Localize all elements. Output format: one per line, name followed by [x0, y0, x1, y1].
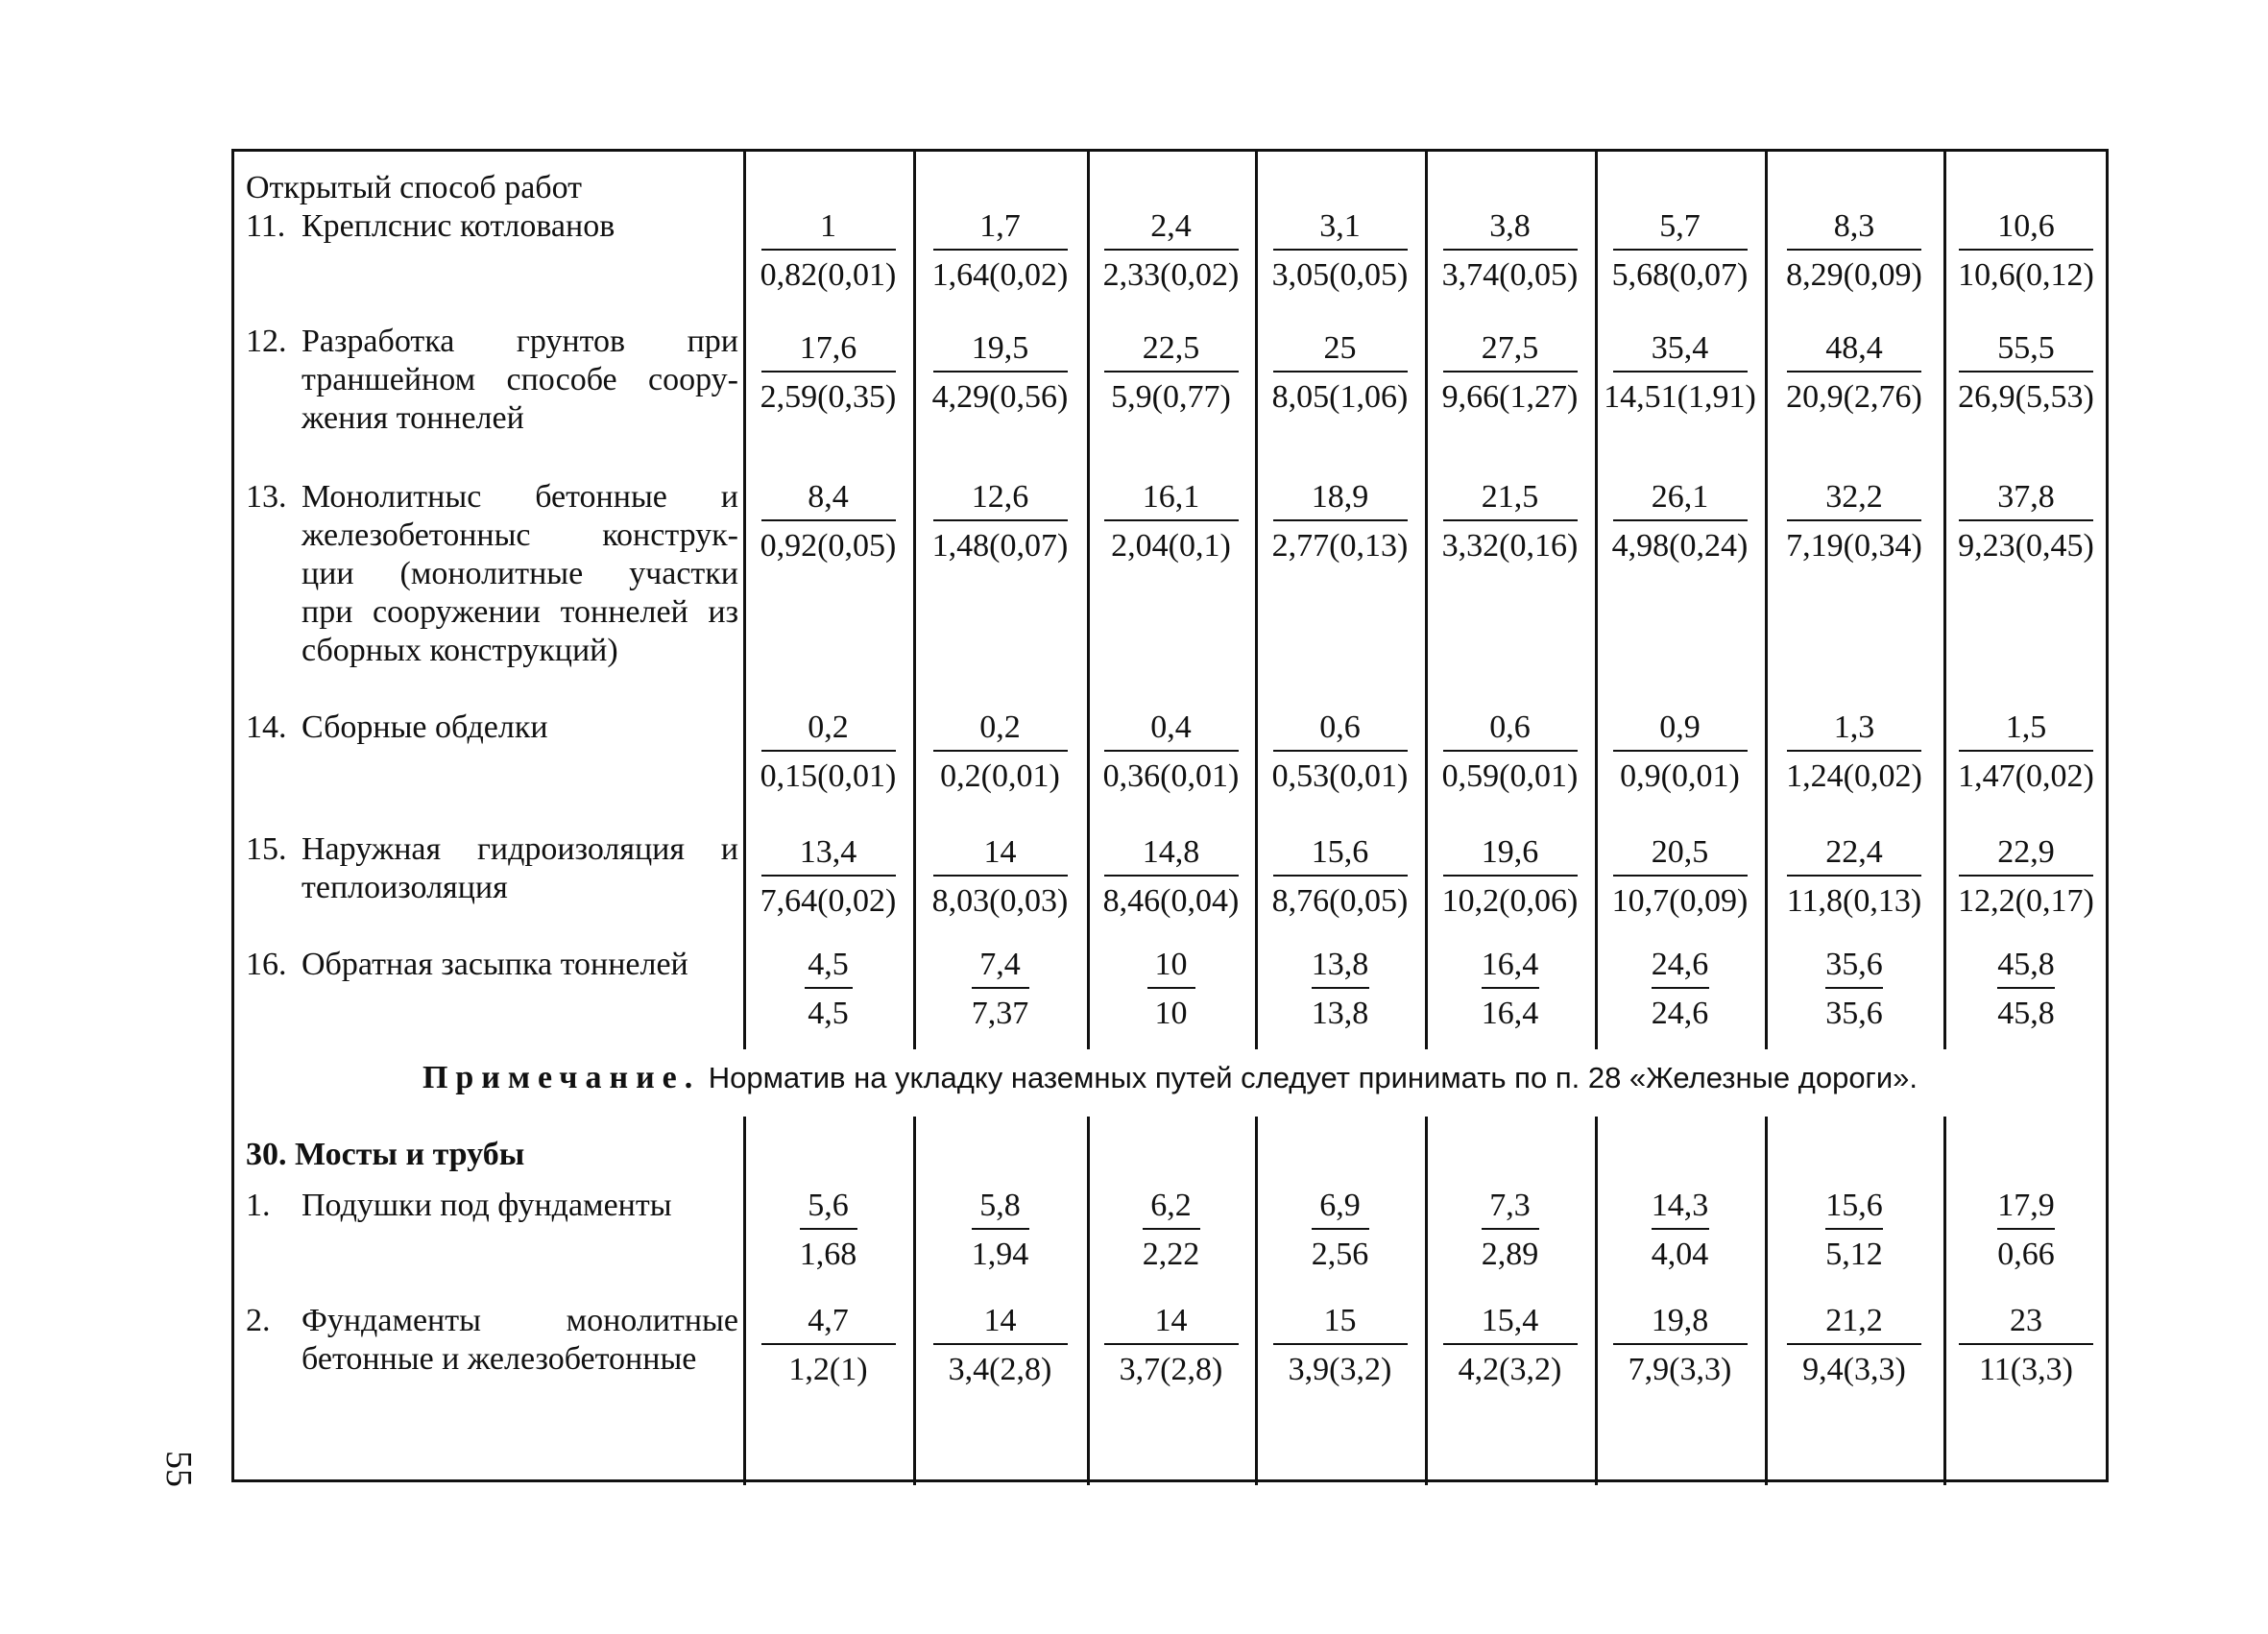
row-label-line: Креплснис котлованов [302, 208, 615, 244]
value-fraction [1943, 207, 2109, 295]
value-denominator: 8,05(1,06) [1271, 379, 1409, 415]
fraction-bar [761, 1343, 896, 1345]
value-fraction [743, 1187, 913, 1274]
value-numerator: 15,6 [1825, 1188, 1883, 1223]
value-numerator: 14 [983, 834, 1017, 870]
value-numerator: 13,8 [1311, 947, 1369, 982]
value-fraction [743, 833, 913, 921]
value-denominator: 0,15(0,01) [760, 758, 897, 794]
fraction-bar [1273, 519, 1408, 521]
value-numerator: 14 [1154, 1303, 1188, 1338]
value-fraction [1765, 1187, 1943, 1274]
row-label-line: сборных конструкций) [302, 633, 618, 668]
value-denominator: 16,4 [1481, 996, 1539, 1031]
value-denominator: 3,7(2,8) [1119, 1352, 1223, 1387]
value-fraction [913, 709, 1087, 796]
value-denominator: 7,9(3,3) [1628, 1352, 1732, 1387]
value-fraction [913, 833, 1087, 921]
value-fraction [1255, 478, 1425, 565]
value-fraction [1425, 709, 1595, 796]
value-numerator: 3,1 [1319, 208, 1361, 244]
value-fraction [1595, 1187, 1765, 1274]
value-fraction [1595, 329, 1765, 417]
fraction-bar [761, 519, 896, 521]
value-denominator: 7,37 [971, 996, 1029, 1031]
section-heading-bridges: 30. Мосты и трубы [246, 1137, 525, 1172]
value-numerator: 16,1 [1142, 479, 1200, 515]
value-fraction [913, 478, 1087, 565]
value-denominator: 5,12 [1825, 1237, 1883, 1272]
row-label-line: Обратная засыпка тоннелей [302, 947, 688, 982]
fraction-bar [1825, 1228, 1883, 1230]
value-numerator: 0,2 [979, 709, 1021, 745]
value-numerator: 0,4 [1150, 709, 1192, 745]
value-denominator: 1,47(0,02) [1958, 758, 2094, 794]
value-denominator: 10,2(0,06) [1441, 883, 1579, 919]
value-fraction [1255, 1302, 1425, 1389]
fraction-bar [1959, 249, 2093, 251]
value-fraction [1425, 833, 1595, 921]
value-numerator: 27,5 [1481, 330, 1539, 366]
value-numerator: 23 [2010, 1303, 2042, 1338]
value-denominator: 1,2(1) [788, 1352, 868, 1387]
fraction-bar [1443, 519, 1578, 521]
value-fraction [1943, 329, 2109, 417]
value-fraction [1595, 478, 1765, 565]
value-numerator: 4,5 [808, 947, 849, 982]
value-denominator: 7,19(0,34) [1786, 528, 1922, 564]
value-denominator: 4,5 [808, 996, 849, 1031]
fraction-bar [1652, 987, 1709, 989]
row-number: 13. [246, 479, 287, 515]
value-fraction [1765, 709, 1943, 796]
fraction-bar [1443, 1343, 1578, 1345]
value-fraction [1765, 207, 1943, 295]
fraction-bar [933, 750, 1068, 752]
value-numerator: 45,8 [1997, 947, 2055, 982]
value-fraction [1087, 709, 1255, 796]
value-denominator: 5,9(0,77) [1111, 379, 1231, 415]
value-fraction [1595, 833, 1765, 921]
fraction-bar [1613, 519, 1748, 521]
fraction-bar [1443, 750, 1578, 752]
value-fraction [743, 207, 913, 295]
value-numerator: 0,6 [1489, 709, 1531, 745]
value-fraction [1425, 946, 1595, 1033]
norms-table [231, 149, 2109, 1482]
row-number: 2. [246, 1303, 271, 1338]
value-fraction [1595, 709, 1765, 796]
value-numerator: 0,6 [1319, 709, 1361, 745]
fraction-bar [1613, 875, 1748, 877]
value-fraction [1255, 833, 1425, 921]
fraction-bar [1443, 875, 1578, 877]
value-denominator: 3,74(0,05) [1441, 257, 1579, 293]
value-denominator: 4,2(3,2) [1458, 1352, 1562, 1387]
value-fraction [1255, 709, 1425, 796]
value-denominator: 10 [1154, 996, 1188, 1031]
value-denominator: 45,8 [1997, 996, 2055, 1031]
value-fraction [1595, 946, 1765, 1033]
value-denominator: 1,48(0,07) [931, 528, 1069, 564]
value-numerator: 17,6 [799, 330, 857, 366]
value-numerator: 1,3 [1833, 709, 1875, 745]
fraction-bar [1959, 750, 2093, 752]
fraction-bar [1959, 875, 2093, 877]
fraction-bar [933, 519, 1068, 521]
value-denominator: 2,59(0,35) [760, 379, 897, 415]
value-denominator: 1,24(0,02) [1786, 758, 1922, 794]
value-fraction [1255, 329, 1425, 417]
value-fraction [913, 946, 1087, 1033]
value-denominator: 9,66(1,27) [1441, 379, 1579, 415]
row-label-line: при сооружении тоннелей из [302, 594, 738, 630]
value-denominator: 2,77(0,13) [1271, 528, 1409, 564]
row-label-line: Подушки под фундаменты [302, 1188, 672, 1223]
value-denominator: 3,32(0,16) [1441, 528, 1579, 564]
fraction-bar [1787, 249, 1921, 251]
fraction-bar [1482, 987, 1539, 989]
column-divider [1943, 1117, 1946, 1485]
value-denominator: 0,82(0,01) [760, 257, 897, 293]
value-fraction [1255, 207, 1425, 295]
value-fraction [1943, 833, 2109, 921]
value-numerator: 16,4 [1481, 947, 1539, 982]
fraction-bar [761, 371, 896, 372]
fraction-bar [1482, 1228, 1539, 1230]
fraction-bar [1959, 1343, 2093, 1345]
value-denominator: 11(3,3) [1979, 1352, 2073, 1387]
fraction-bar [1959, 371, 2093, 372]
column-divider [1425, 1117, 1428, 1485]
value-fraction [1425, 1302, 1595, 1389]
fraction-bar [1613, 249, 1748, 251]
value-fraction [1425, 478, 1595, 565]
section-heading-open-works: Открытый способ работ [246, 170, 582, 205]
value-numerator: 4,7 [808, 1303, 849, 1338]
value-numerator: 6,9 [1319, 1188, 1361, 1223]
fraction-bar [1104, 249, 1239, 251]
value-denominator: 11,8(0,13) [1786, 883, 1922, 919]
value-numerator: 12,6 [971, 479, 1029, 515]
value-numerator: 35,6 [1825, 947, 1883, 982]
value-denominator: 8,29(0,09) [1786, 257, 1922, 293]
row-number: 16. [246, 947, 287, 982]
value-fraction [1087, 833, 1255, 921]
value-fraction [913, 207, 1087, 295]
value-fraction [1087, 946, 1255, 1033]
fraction-bar [761, 750, 896, 752]
value-numerator: 21,2 [1825, 1303, 1883, 1338]
value-denominator: 2,33(0,02) [1102, 257, 1240, 293]
value-fraction [743, 329, 913, 417]
value-fraction [1087, 1302, 1255, 1389]
fraction-bar [1273, 875, 1408, 877]
fraction-bar [800, 1228, 857, 1230]
row-label-line: бетонные и железобетонные [302, 1341, 697, 1377]
value-denominator: 4,29(0,56) [931, 379, 1069, 415]
value-denominator: 2,56 [1311, 1237, 1369, 1272]
value-denominator: 4,04 [1651, 1237, 1709, 1272]
fraction-bar [1312, 1228, 1369, 1230]
fraction-bar [972, 987, 1029, 989]
value-numerator: 2,4 [1150, 208, 1192, 244]
fraction-bar [1997, 1228, 2055, 1230]
fraction-bar [1652, 1228, 1709, 1230]
value-denominator: 0,2(0,01) [940, 758, 1060, 794]
fraction-bar [972, 1228, 1029, 1230]
value-denominator: 0,59(0,01) [1441, 758, 1579, 794]
value-numerator: 10,6 [1997, 208, 2055, 244]
value-numerator: 26,1 [1651, 479, 1709, 515]
value-fraction [1087, 1187, 1255, 1274]
value-numerator: 7,3 [1489, 1188, 1531, 1223]
value-numerator: 1 [820, 208, 836, 244]
value-denominator: 0,92(0,05) [760, 528, 897, 564]
value-numerator: 19,8 [1651, 1303, 1709, 1338]
value-denominator: 10,7(0,09) [1611, 883, 1749, 919]
fraction-bar [1443, 371, 1578, 372]
value-denominator: 5,68(0,07) [1611, 257, 1749, 293]
page-number: 55 [158, 1451, 199, 1487]
fraction-bar [1959, 519, 2093, 521]
value-fraction [1425, 1187, 1595, 1274]
fraction-bar [1273, 750, 1408, 752]
value-numerator: 1,7 [979, 208, 1021, 244]
value-numerator: 22,5 [1142, 330, 1200, 366]
value-fraction [1943, 709, 2109, 796]
value-denominator: 1,68 [799, 1237, 857, 1272]
value-fraction [1425, 329, 1595, 417]
row-label-line: жения тоннелей [302, 400, 524, 436]
value-numerator: 15 [1323, 1303, 1357, 1338]
row-label-line: теплоизоляция [302, 870, 508, 905]
value-fraction [1765, 1302, 1943, 1389]
fraction-bar [1143, 1228, 1200, 1230]
value-fraction [743, 478, 913, 565]
value-numerator: 18,9 [1311, 479, 1369, 515]
value-denominator: 13,8 [1311, 996, 1369, 1031]
value-denominator: 0,36(0,01) [1102, 758, 1240, 794]
value-numerator: 5,8 [979, 1188, 1021, 1223]
value-numerator: 0,2 [808, 709, 849, 745]
fraction-bar [761, 875, 896, 877]
value-numerator: 1,5 [2005, 709, 2047, 745]
value-fraction [743, 709, 913, 796]
row-number: 12. [246, 324, 287, 359]
value-numerator: 17,9 [1997, 1188, 2055, 1223]
value-numerator: 22,4 [1825, 834, 1883, 870]
table-note [234, 1059, 2106, 1097]
fraction-bar [1613, 371, 1748, 372]
value-numerator: 8,4 [808, 479, 849, 515]
fraction-bar [1787, 519, 1921, 521]
value-fraction [1765, 946, 1943, 1033]
value-numerator: 37,8 [1997, 479, 2055, 515]
row-label-line: Разработка грунтов при [302, 324, 738, 359]
fraction-bar [1787, 1343, 1921, 1345]
fraction-bar [1273, 249, 1408, 251]
value-denominator: 26,9(5,53) [1958, 379, 2094, 415]
value-numerator: 24,6 [1651, 947, 1709, 982]
row-label-line: железобетонныс конструк- [302, 517, 738, 553]
value-fraction [1425, 207, 1595, 295]
value-numerator: 14 [983, 1303, 1017, 1338]
value-fraction [1595, 207, 1765, 295]
fraction-bar [933, 1343, 1068, 1345]
value-denominator: 0,53(0,01) [1271, 758, 1409, 794]
value-numerator: 14,3 [1651, 1188, 1709, 1223]
value-numerator: 5,6 [808, 1188, 849, 1223]
fraction-bar [1147, 987, 1195, 989]
value-fraction [1087, 478, 1255, 565]
value-denominator: 3,05(0,05) [1271, 257, 1409, 293]
fraction-bar [1787, 750, 1921, 752]
value-denominator: 0,66 [1997, 1237, 2055, 1272]
value-denominator: 1,94 [971, 1237, 1029, 1272]
note-label: Примечание. [422, 1060, 701, 1095]
value-numerator: 19,5 [971, 330, 1029, 366]
row-label-line: ции (монолитные участки [302, 556, 738, 591]
value-denominator: 2,04(0,1) [1111, 528, 1231, 564]
fraction-bar [1825, 987, 1883, 989]
value-denominator: 8,76(0,05) [1271, 883, 1409, 919]
value-denominator: 24,6 [1651, 996, 1709, 1031]
value-numerator: 15,6 [1311, 834, 1369, 870]
fraction-bar [1312, 987, 1369, 989]
value-denominator: 14,51(1,91) [1604, 379, 1756, 415]
fraction-bar [761, 249, 896, 251]
value-numerator: 0,9 [1659, 709, 1701, 745]
column-divider [1255, 1117, 1258, 1485]
fraction-bar [1443, 249, 1578, 251]
row-number: 15. [246, 831, 287, 867]
column-divider [1595, 1117, 1598, 1485]
fraction-bar [933, 371, 1068, 372]
value-denominator: 1,64(0,02) [931, 257, 1069, 293]
value-denominator: 3,9(3,2) [1288, 1352, 1392, 1387]
value-numerator: 8,3 [1833, 208, 1875, 244]
value-fraction [743, 1302, 913, 1389]
value-numerator: 10 [1154, 947, 1188, 982]
value-denominator: 9,23(0,45) [1958, 528, 2094, 564]
value-denominator: 0,9(0,01) [1620, 758, 1740, 794]
fraction-bar [1104, 1343, 1239, 1345]
value-numerator: 25 [1323, 330, 1357, 366]
value-denominator: 8,46(0,04) [1102, 883, 1240, 919]
value-fraction [743, 946, 913, 1033]
value-fraction [913, 1187, 1087, 1274]
fraction-bar [1273, 1343, 1408, 1345]
value-numerator: 6,2 [1150, 1188, 1192, 1223]
value-fraction [1765, 478, 1943, 565]
column-divider [913, 1117, 916, 1485]
value-fraction [1255, 1187, 1425, 1274]
value-numerator: 5,7 [1659, 208, 1701, 244]
value-fraction [1943, 1187, 2109, 1274]
row-label-line: Фундаменты монолитные [302, 1303, 738, 1338]
row-label-line: Монолитныс бетонные и [302, 479, 738, 515]
value-numerator: 35,4 [1651, 330, 1709, 366]
row-number: 11. [246, 208, 286, 244]
row-label-line: Наружная гидроизоляция и [302, 831, 738, 867]
value-numerator: 20,5 [1651, 834, 1709, 870]
fraction-bar [1613, 1343, 1748, 1345]
row-number: 14. [246, 709, 287, 745]
value-denominator: 9,4(3,3) [1802, 1352, 1906, 1387]
value-numerator: 48,4 [1825, 330, 1883, 366]
fraction-bar [1613, 750, 1748, 752]
value-fraction [913, 1302, 1087, 1389]
value-denominator: 7,64(0,02) [760, 883, 897, 919]
value-denominator: 2,89 [1481, 1237, 1539, 1272]
value-fraction [1943, 1302, 2109, 1389]
value-numerator: 55,5 [1997, 330, 2055, 366]
value-denominator: 10,6(0,12) [1958, 257, 2094, 293]
fraction-bar [1787, 875, 1921, 877]
value-numerator: 14,8 [1142, 834, 1200, 870]
value-numerator: 21,5 [1481, 479, 1539, 515]
fraction-bar [1997, 987, 2055, 989]
value-fraction [1087, 329, 1255, 417]
value-numerator: 7,4 [979, 947, 1021, 982]
value-denominator: 35,6 [1825, 996, 1883, 1031]
value-denominator: 4,98(0,24) [1611, 528, 1749, 564]
value-fraction [1765, 329, 1943, 417]
column-divider [743, 1117, 746, 1485]
fraction-bar [1104, 750, 1239, 752]
value-fraction [1255, 946, 1425, 1033]
value-numerator: 15,4 [1481, 1303, 1539, 1338]
fraction-bar [1787, 371, 1921, 372]
fraction-bar [1104, 371, 1239, 372]
value-numerator: 32,2 [1825, 479, 1883, 515]
row-number: 1. [246, 1188, 271, 1223]
value-fraction [1765, 833, 1943, 921]
value-fraction [1943, 478, 2109, 565]
row-label-line: Сборные обделки [302, 709, 548, 745]
fraction-bar [1273, 371, 1408, 372]
column-divider [1087, 1117, 1090, 1485]
value-numerator: 22,9 [1997, 834, 2055, 870]
fraction-bar [1104, 519, 1239, 521]
row-label-line: траншейном способе соору- [302, 362, 738, 397]
value-fraction [1087, 207, 1255, 295]
column-divider [1765, 1117, 1768, 1485]
value-denominator: 3,4(2,8) [948, 1352, 1052, 1387]
value-denominator: 12,2(0,17) [1958, 883, 2094, 919]
value-fraction [1943, 946, 2109, 1033]
value-denominator: 2,22 [1142, 1237, 1200, 1272]
fraction-bar [1104, 875, 1239, 877]
note-text: Норматив на укладку наземных путей следует принимать по п. 28 «Железные дороги». [708, 1061, 1918, 1094]
value-fraction [913, 329, 1087, 417]
fraction-bar [805, 987, 853, 989]
value-denominator: 20,9(2,76) [1786, 379, 1922, 415]
value-numerator: 3,8 [1489, 208, 1531, 244]
value-fraction [1595, 1302, 1765, 1389]
value-numerator: 13,4 [799, 834, 857, 870]
value-denominator: 8,03(0,03) [931, 883, 1069, 919]
fraction-bar [933, 249, 1068, 251]
value-numerator: 19,6 [1481, 834, 1539, 870]
fraction-bar [933, 875, 1068, 877]
